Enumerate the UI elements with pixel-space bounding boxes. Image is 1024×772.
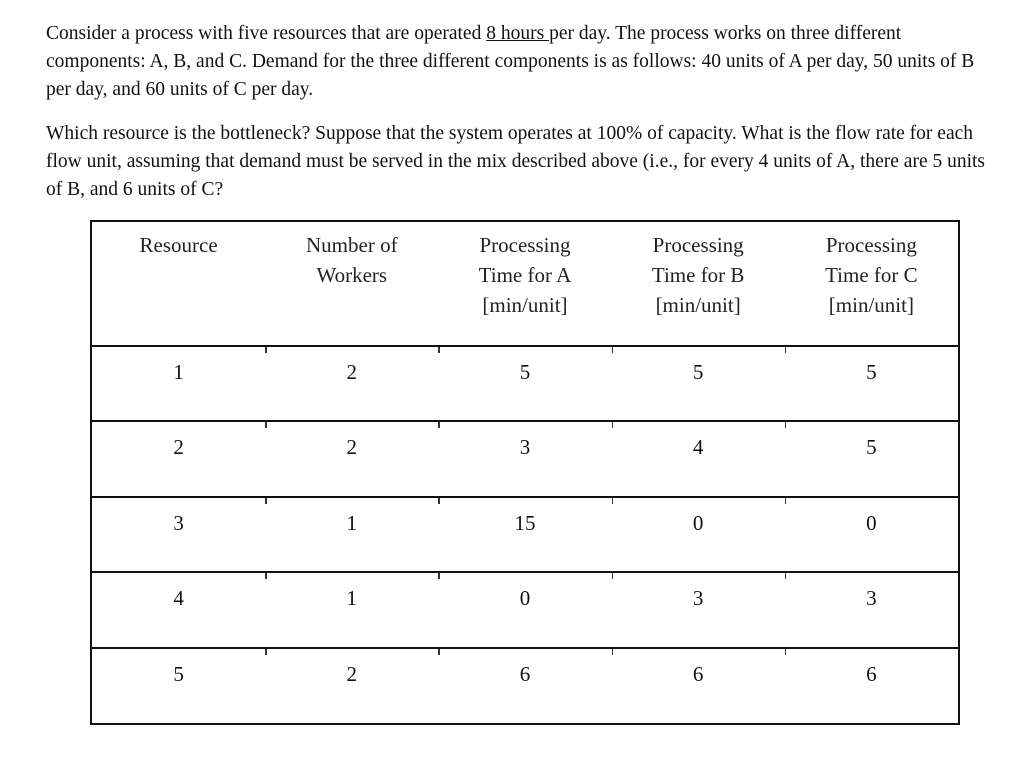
header-line: Time for C — [825, 263, 918, 287]
header-number-of-workers — [265, 222, 438, 346]
header-line: Time for B — [651, 263, 745, 287]
header-line: [min/unit] — [482, 293, 568, 317]
table-cell: 3 — [438, 421, 611, 496]
header-processing-time-c — [785, 222, 958, 346]
table-cell: 1 — [265, 572, 438, 647]
table-cell: 3 — [785, 572, 958, 647]
table-cell: 5 — [92, 648, 265, 723]
table-row — [92, 497, 958, 572]
header-processing-time-a — [438, 222, 611, 346]
question-text-after: per day. The process works on three different components: A, B, and C. Demand for the three different components is as follows: 40 units of A per day, 50 units of B per day, and 60 units of C per day. — [46, 23, 975, 100]
table-cell: 6 — [438, 648, 611, 723]
header-line: Processing — [479, 233, 571, 257]
table-row — [92, 346, 958, 421]
table-cell: 5 — [438, 346, 611, 421]
table-cell: 15 — [438, 497, 611, 572]
question-paragraph-2: Which resource is the bottleneck? Suppose that the system operates at 100% of capacity. What is the flow rate for each flow unit, assuming that demand must be served in the mix described above (i.e., for every 4 units of A, there are 5 units of B, and 6 units of C? — [46, 123, 986, 200]
table-row — [92, 572, 958, 647]
table-header-row — [92, 222, 958, 346]
table-row — [92, 421, 958, 496]
table-cell: 3 — [92, 497, 265, 572]
header-line: [min/unit] — [828, 293, 914, 317]
header-line: Processing — [825, 233, 917, 257]
hours-underlined-text: 8 hours — [486, 23, 550, 44]
table-cell: 0 — [612, 497, 785, 572]
resource-table — [90, 220, 960, 725]
header-line: [min/unit] — [655, 293, 741, 317]
question-text-before: Consider a process with five resources that are operated — [46, 23, 487, 44]
table-cell: 1 — [92, 346, 265, 421]
table-cell: 0 — [785, 497, 958, 572]
table-row — [92, 648, 958, 723]
table-cell: 4 — [612, 421, 785, 496]
header-processing-time-b — [612, 222, 785, 346]
table-cell: 2 — [265, 648, 438, 723]
table-cell: 6 — [785, 648, 958, 723]
header-line: Time for A — [478, 263, 572, 287]
table-cell: 0 — [438, 572, 611, 647]
table-cell: 5 — [785, 346, 958, 421]
header-resource — [92, 222, 265, 346]
table-cell: 2 — [92, 421, 265, 496]
header-line: Number of — [306, 233, 398, 257]
header-line: Resource — [139, 233, 218, 257]
table-cell: 5 — [612, 346, 785, 421]
table-cell: 3 — [612, 572, 785, 647]
table-cell: 5 — [785, 421, 958, 496]
table-cell: 2 — [265, 421, 438, 496]
header-line: Processing — [652, 233, 744, 257]
question-paragraph-1 — [46, 20, 996, 104]
table-cell: 1 — [265, 497, 438, 572]
table-cell: 2 — [265, 346, 438, 421]
table-cell: 6 — [612, 648, 785, 723]
header-line: Workers — [316, 263, 388, 287]
table-cell: 4 — [92, 572, 265, 647]
